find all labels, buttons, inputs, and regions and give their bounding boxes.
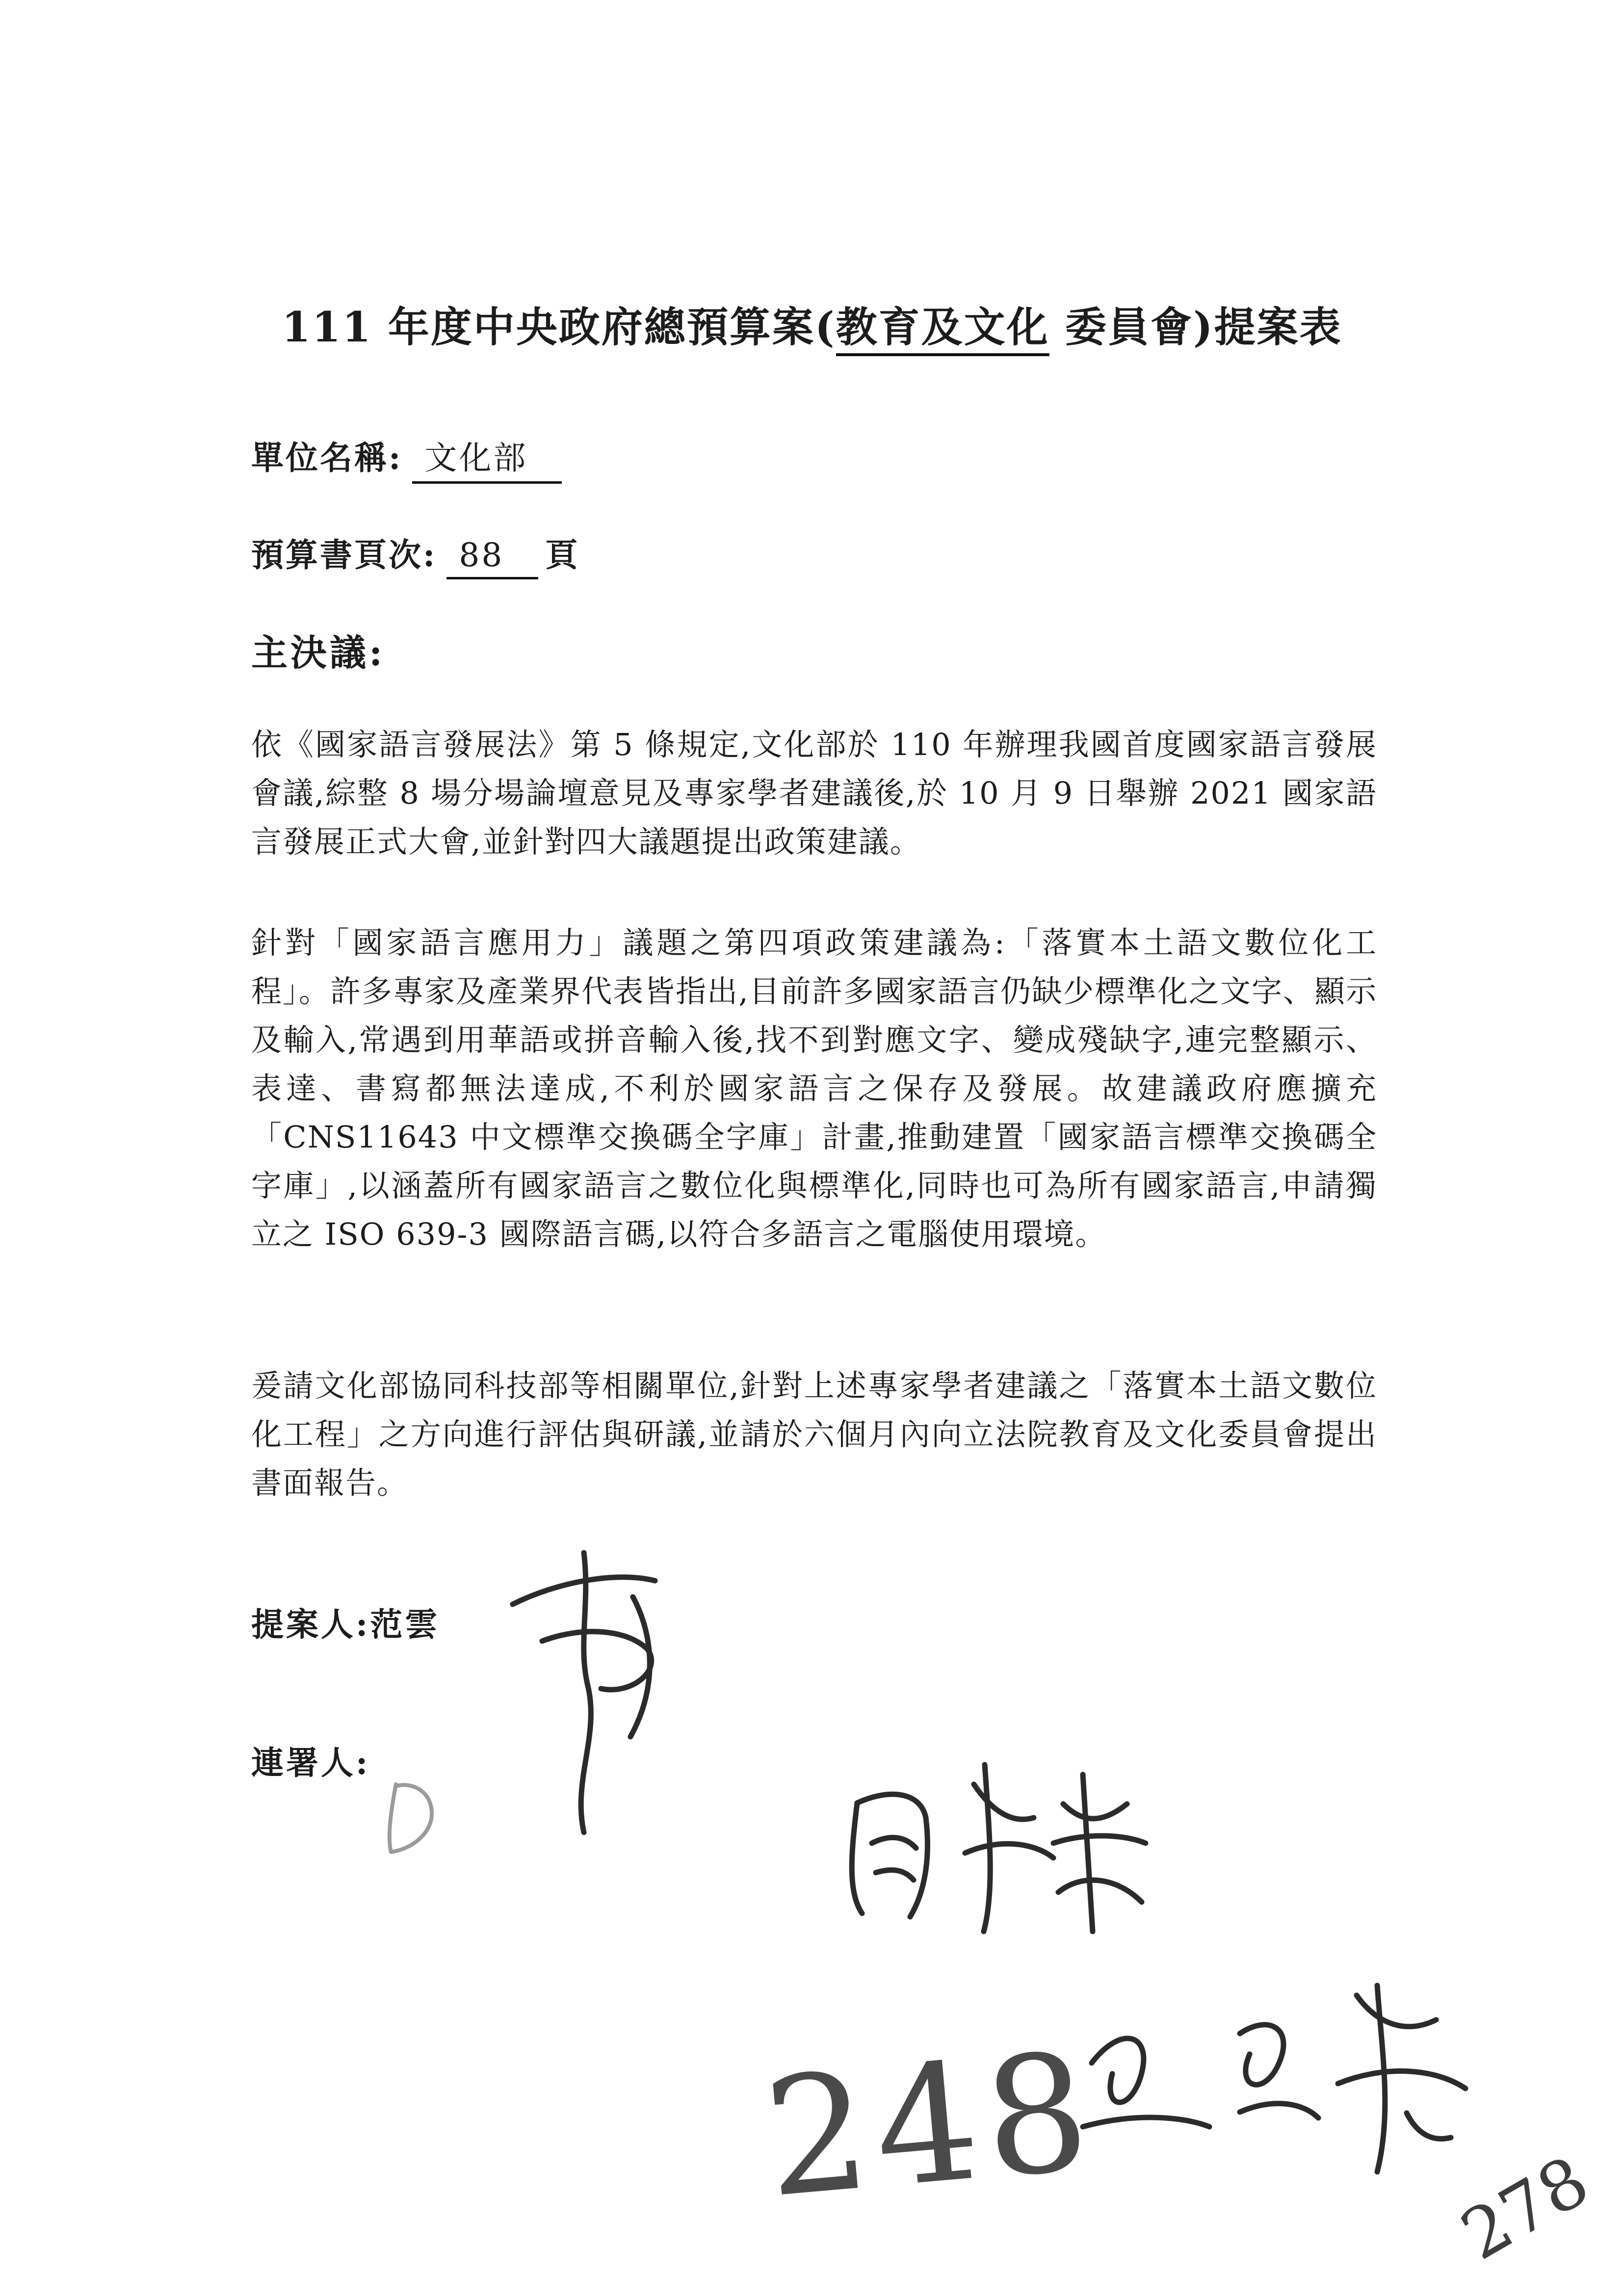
cosigner-signature-2 (1062, 1965, 1474, 2186)
cosigner-signature-1 (827, 1744, 1160, 1970)
handwritten-page-number: 248 (758, 2017, 1103, 2234)
resolution-heading: 主決議: (251, 632, 386, 674)
page-title (0, 294, 1624, 354)
budget-page-unit: 頁 (545, 536, 580, 574)
title-committee-underlined: 教育及文化 (836, 303, 1049, 356)
budget-page-label: 預算書頁次: (251, 536, 437, 574)
signature-strokes-proposer (483, 1526, 694, 1845)
title-prefix: 111 年度中央政府總預算案( (282, 303, 836, 351)
budget-page-row (251, 529, 579, 579)
title-suffix: 委員會)提案表 (1049, 303, 1342, 351)
unit-name-label: 單位名稱: (251, 439, 403, 477)
unit-name-row (251, 432, 562, 484)
paragraph-3: 爰請文化部協同科技部等相關單位,針對上述專家學者建議之「落實本土語文數位化工程」之方向進行評估與研議,並請於六個月內向立法院教育及文化委員會提出書面報告。 (251, 1368, 1377, 1501)
signature-strokes-cosigner-1 (827, 1744, 1160, 1970)
paragraph-1: 依《國家語言發展法》第 5 條規定,文化部於 110 年辦理我國首度國家語言發展會議,綜整 8 場分場論壇意見及專家學者建議後,於 10 月 9 日舉辦 2021 國家語言發展正式大會,並針對四大議題提出政策建議。 (251, 727, 1377, 860)
handwritten-corner-number: 278 (1448, 2141, 1602, 2276)
budget-page-value: 88 (446, 536, 538, 579)
paragraph-2: 針對「國家語言應用力」議題之第四項政策建議為:「落實本土語文數位化工程」。許多專家及產業界代表皆指出,目前許多國家語言仍缺少標準化之文字、顯示及輸入,常遇到用華語或拼音輸入後,找不到對應文字、變成殘缺字,連完整顯示、表達、書寫都無法達成,不利於國家語言之保存及發展。故建議政府應擴充「CNS11643 中文標準交換碼全字庫」計畫,推動建置「國家語言標準交換碼全字庫」,以涵蓋所有國家語言之數位化與標準化,同時也可為所有國家語言,申請獨立之 ISO 639-3 國際語言碼,以符合多語言之電腦使用環境。 (251, 925, 1378, 1252)
pencil-mark (361, 1764, 464, 1867)
proposer-signature-ink (483, 1526, 694, 1845)
unit-name-value: 文化部 (412, 432, 562, 484)
cosigner-row: 連署人: (251, 1744, 370, 1782)
proposer-row: 提案人:范雲 (251, 1605, 440, 1644)
signature-strokes-cosigner-2 (1062, 1965, 1474, 2186)
pencil-mark-strokes (361, 1764, 464, 1867)
